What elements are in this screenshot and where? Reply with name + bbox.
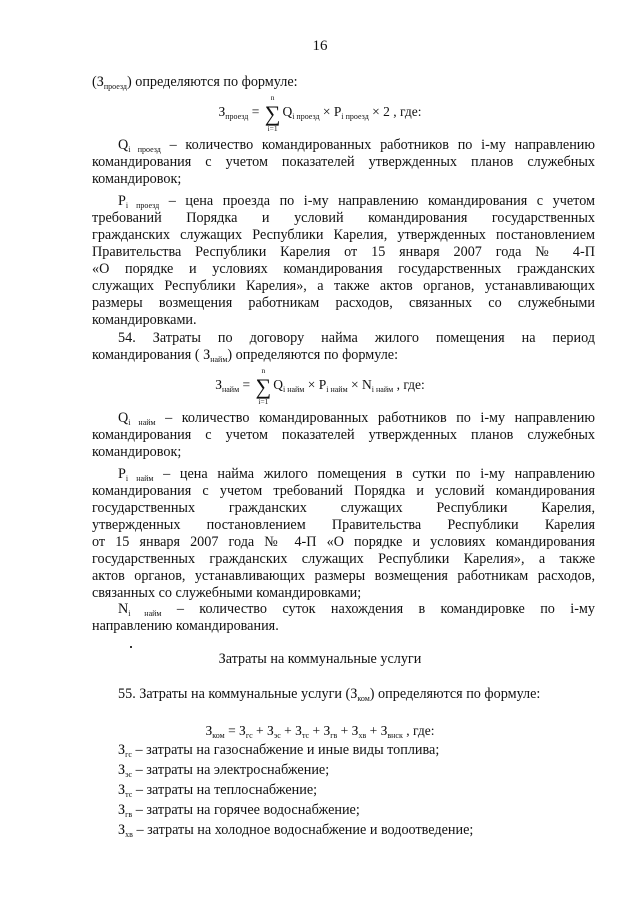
paragraph-line: командировок; bbox=[92, 171, 182, 187]
paragraph-line: размеры возмещения работникам расходов, связанных со служебными bbox=[92, 295, 595, 311]
sum-symbol: ∑ n i=1 bbox=[255, 366, 272, 406]
paragraph-line: командирования ( $З_{найм}$) определяются по формуле: bbox=[92, 347, 399, 364]
formula-travel: $З_{проезд}$ = ∑ n i=1 $Q_{i проезд} \times P_{i проезд} \times 2$ , где: bbox=[218, 93, 422, 133]
utility-item: $З_{тс}$ – затраты на теплоснабжение; bbox=[118, 782, 318, 799]
stray-dot bbox=[130, 646, 132, 648]
paragraph-line: государственных гражданских служащих Республики Карелия, bbox=[92, 500, 595, 516]
paragraph-line: командирования с учетом показателей утвержденных планов служебных bbox=[92, 427, 595, 443]
clause-54: 54. Затраты по договору найма жилого помещения на период bbox=[118, 330, 595, 346]
formula-lodging: $З_{найм}$ = ∑ n i=1 $Q_{i найм} \times P_{i найм} \times N_{i найм}$ , где: bbox=[215, 366, 425, 406]
paragraph-line: служащих Республики Карелия», а также актов органов, устанавливающих bbox=[92, 278, 595, 294]
paragraph-line: требований Порядка и условий командирования государственных bbox=[92, 210, 595, 226]
page-number: 16 bbox=[312, 38, 328, 54]
paragraph-line: Правительства Республики Карелия от 15 января 2007 года № 4-П bbox=[92, 244, 595, 260]
paragraph-line: актов органов, устанавливающих размеры возмещения работникам расходов, bbox=[92, 568, 595, 584]
sum-symbol: ∑ n i=1 bbox=[264, 93, 281, 133]
paragraph-line: утвержденных постановлением Правительства Республики Карелия bbox=[92, 517, 595, 533]
clause-55: 55. Затраты на коммунальные услуги $(З_{ком})$ определяются по формуле: bbox=[118, 686, 541, 703]
definition-line: $P_{i найм}$ – цена найма жилого помещения в сутки по i-му направлению bbox=[118, 466, 595, 483]
definition-line: $Q_{i найм}$ – количество командированных работников по i-му направлению bbox=[118, 410, 595, 427]
paragraph-line: связанных со служебными командировками; bbox=[92, 585, 362, 601]
intro-line: $(З_{проезд})$ определяются по формуле: bbox=[92, 74, 298, 91]
paragraph-line: направлению командирования. bbox=[92, 618, 279, 634]
utility-item: $З_{хв}$ – затраты на холодное водоснабжение и водоотведение; bbox=[118, 822, 474, 839]
paragraph-line: командирования с учетом требований Порядка и условий командирования bbox=[92, 483, 595, 499]
paragraph-line: командировок; bbox=[92, 444, 182, 460]
definition-line: $N_{i найм}$ – количество суток нахождения в командировке по i-му bbox=[118, 601, 595, 618]
formula-utilities: $З_{ком} = З_{гс} + З_{эс} + З_{тс} + З_{гв} + З_{хв} + З_{внск}$ , где: bbox=[205, 723, 435, 740]
definition-line: $Q_{i проезд}$ – количество командированных работников по i-му направлению bbox=[118, 137, 595, 154]
utility-item: $З_{гв}$ – затраты на горячее водоснабжение; bbox=[118, 802, 360, 819]
paragraph-line: «О порядке и условиях командирования государственных гражданских bbox=[92, 261, 595, 277]
paragraph-line: командирования с учетом показателей утвержденных планов служебных bbox=[92, 154, 595, 170]
paragraph-line: командировками. bbox=[92, 312, 197, 328]
paragraph-line: гражданских служащих Республики Карелия, утвержденных постановлением bbox=[92, 227, 595, 243]
paragraph-line: от 15 января 2007 года № 4-П «О порядке и условиях командирования bbox=[92, 534, 595, 550]
utility-item: $З_{гс}$ – затраты на газоснабжение и иные виды топлива; bbox=[118, 742, 440, 759]
paragraph-line: государственных гражданских служащих Республики Карелия», а также bbox=[92, 551, 595, 567]
definition-line: $P_{i проезд}$ – цена проезда по i-му направлению командирования с учетом bbox=[118, 193, 595, 210]
utility-item: $З_{эс}$ – затраты на электроснабжение; bbox=[118, 762, 330, 779]
section-heading: Затраты на коммунальные услуги bbox=[218, 651, 422, 667]
